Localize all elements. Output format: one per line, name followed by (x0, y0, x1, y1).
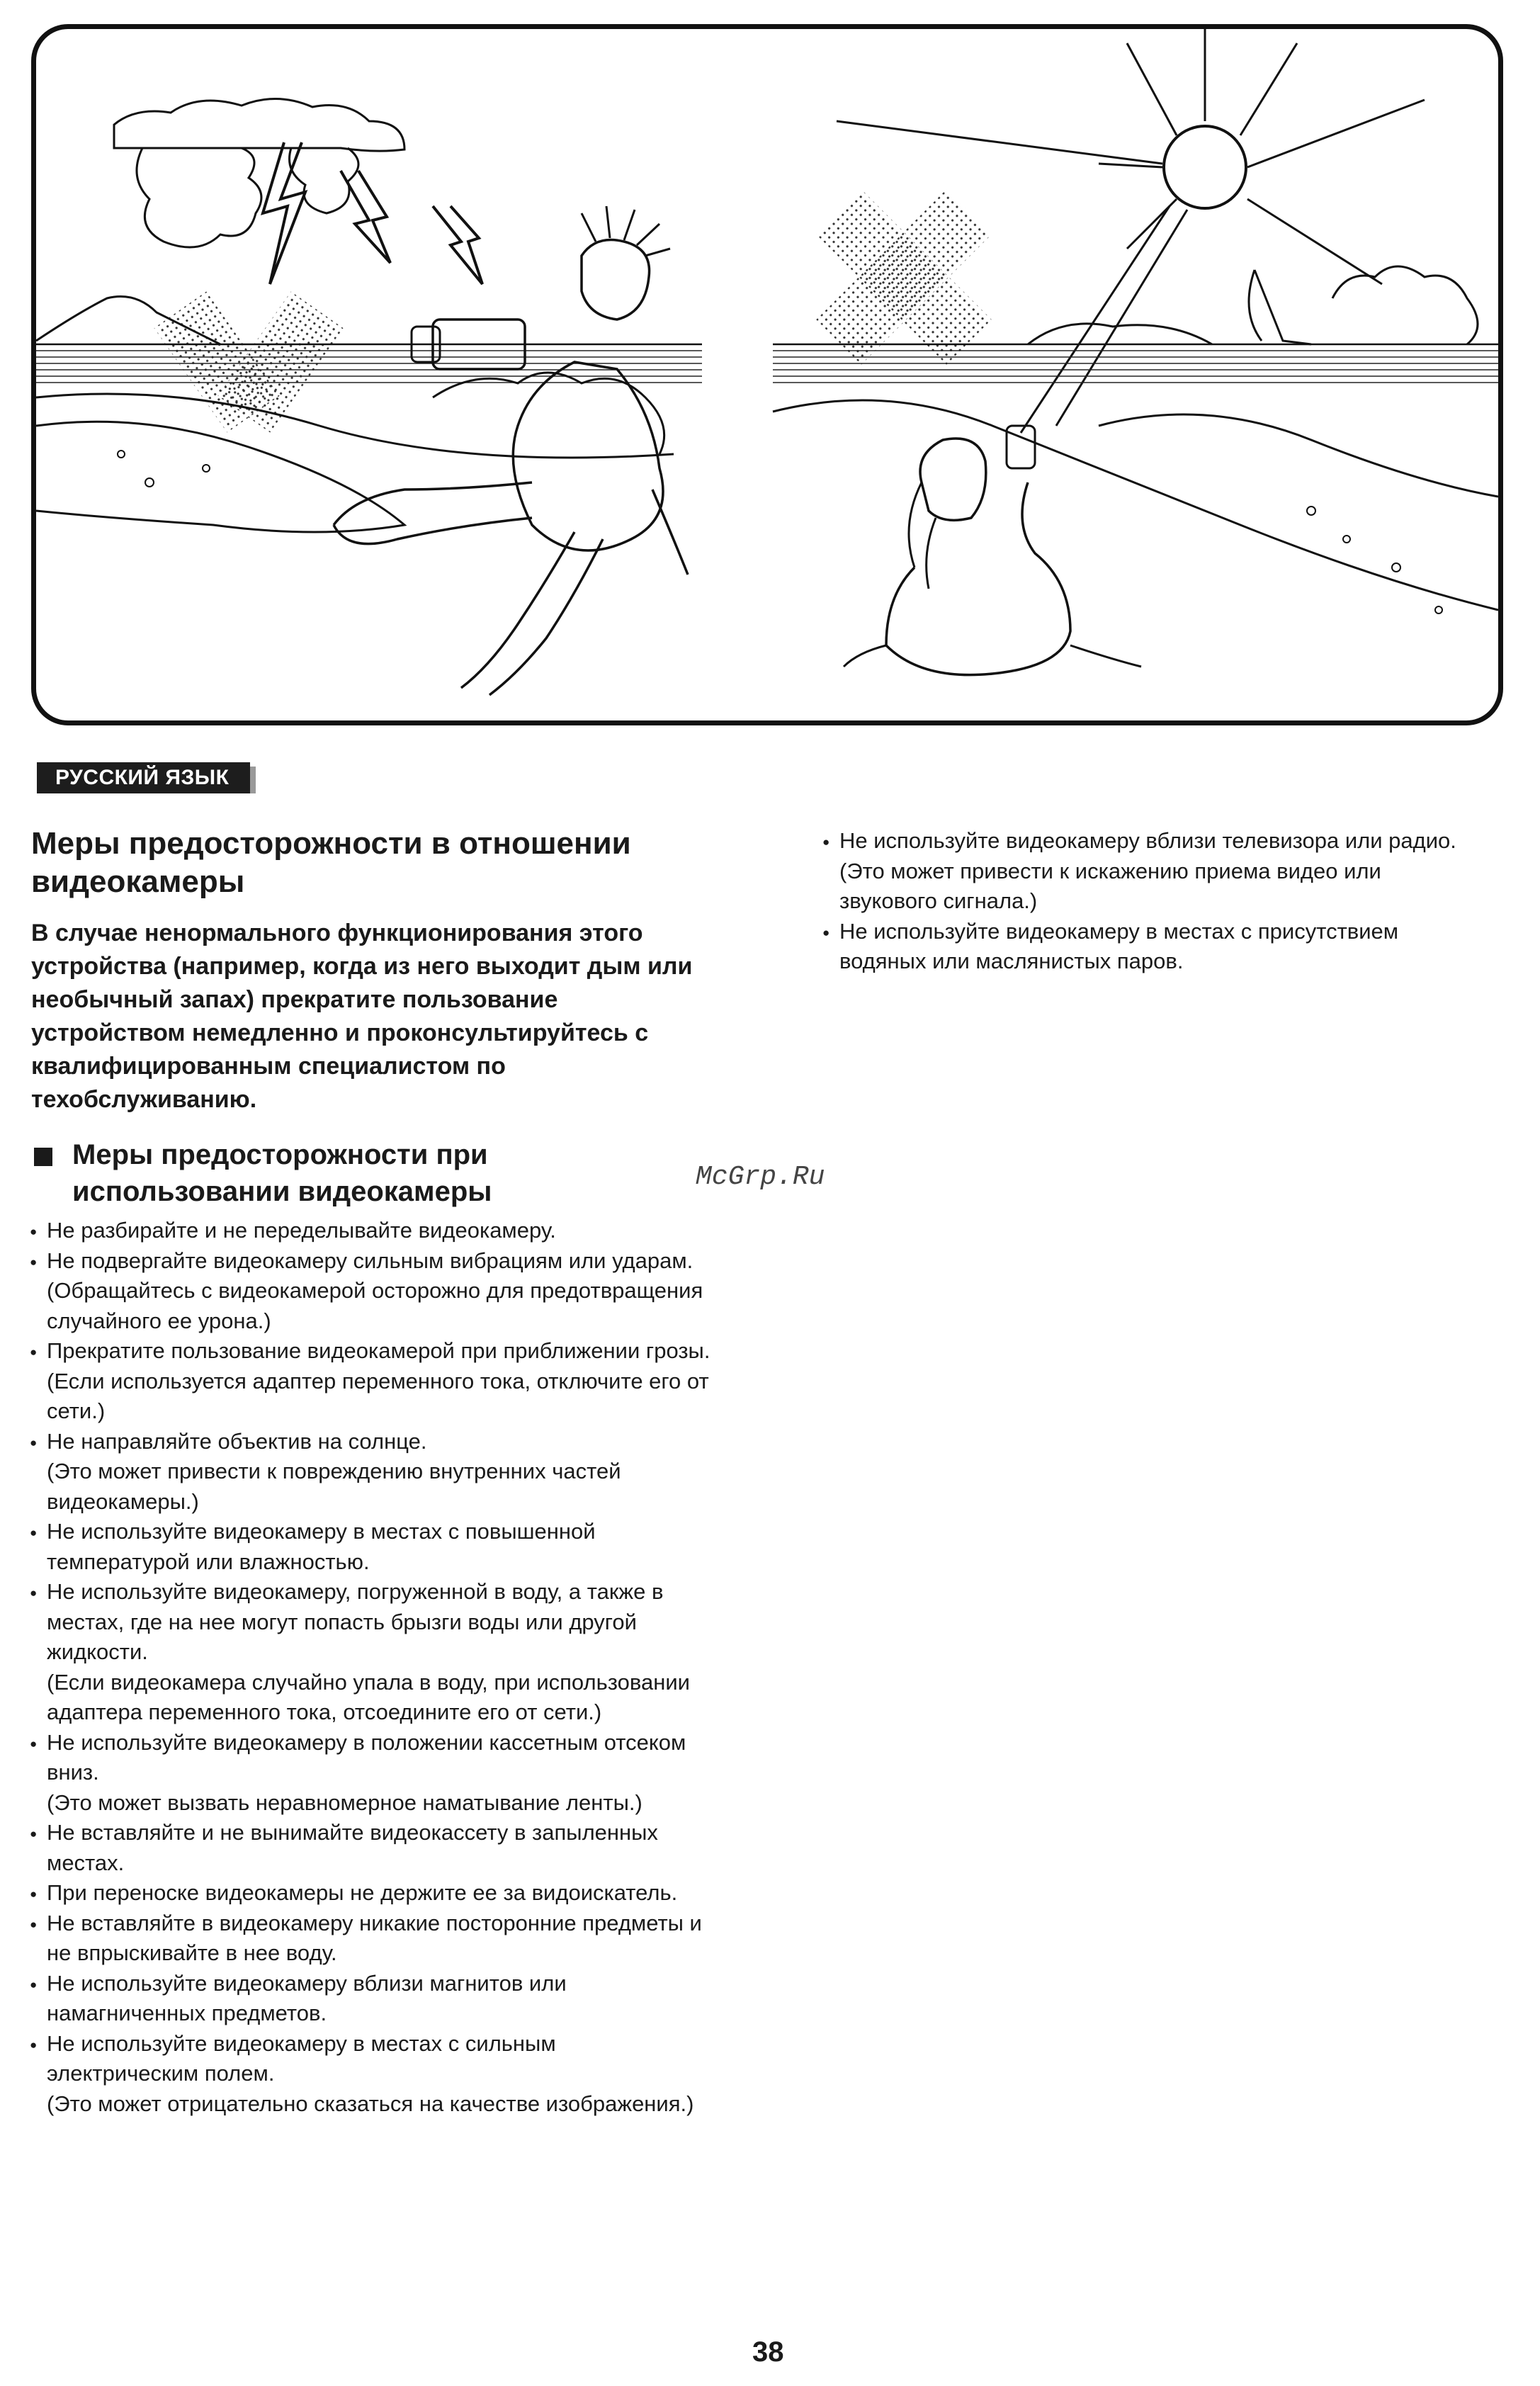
precautions-list (31, 1216, 711, 2119)
list-item: ● Не подвергайте видеокамеру сильным вибрациям или ударам. (Обращайтесь с видеокамерой осторожно для предотвращения случайного ее урона.) (31, 1246, 711, 1337)
lightning-bolt-3 (433, 206, 482, 284)
list-item: ● Не вставляйте и не вынимайте видеокассету в запыленных местах. (31, 1818, 711, 1878)
list-item: ● Не направляйте объектив на солнце. (Это может привести к повреждению внутренних частей видеокамеры.) (31, 1427, 711, 1517)
page-number: 38 (752, 2336, 784, 2368)
illustration-svg (36, 29, 1498, 720)
subheading-text: Меры предосторожности при использовании видеокамеры (72, 1139, 492, 1207)
intro-warning: В случае ненормального функционирования этого устройства (например, когда из него выходит дым или необычный запах) прекратите пользование устройством немедленно и проконсультируйтесь с квалифицированным специалистом по техобслуживанию. (31, 920, 693, 1113)
square-bullet-icon (34, 1148, 52, 1166)
list-item: ● Не разбирайте и не переделывайте видеокамеру. (31, 1216, 711, 1246)
sun-scene (773, 29, 1498, 675)
list-item: ● Не используйте видеокамеру вблизи телевизора или радио. (Это может привести к искажению приема видео или звукового сигнала.) (824, 826, 1461, 917)
right-column (824, 826, 1461, 977)
lightning-bolt-1 (263, 142, 305, 284)
section-title: Меры предосторожности в отношении видеокамеры (31, 826, 631, 899)
sailboard-icon (1249, 270, 1311, 344)
list-item: ● Не используйте видеокамеру в положении кассетным отсеком вниз. (Это может вызвать неравномерное наматывание ленты.) (31, 1728, 711, 1819)
list-item: ● Не используйте видеокамеру в местах с присутствием водяных или маслянистых паров. (824, 917, 1461, 977)
watermark: McGrp.Ru (696, 1162, 825, 1192)
list-item: ● Не используйте видеокамеру вблизи магнитов или намагниченных предметов. (31, 1969, 711, 2029)
left-column (31, 825, 711, 2119)
storm-scene (36, 98, 702, 695)
list-item: ● Не используйте видеокамеру в местах с повышенной температурой или влажностью. (31, 1517, 711, 1577)
lightning-bolt-2 (341, 171, 390, 263)
sun-icon (1164, 126, 1246, 208)
person-sitting (844, 426, 1141, 675)
illustration-panel (31, 24, 1503, 725)
precautions-list-continued (824, 826, 1461, 977)
language-tag: РУССКИЙ ЯЗЫК (37, 762, 250, 793)
subheading (31, 1136, 711, 1210)
list-item: ● Не вставляйте в видеокамеру никакие посторонние предметы и не впрыскивайте в нее воду. (31, 1909, 711, 1969)
list-item: ● Прекратите пользование видеокамерой при приближении грозы. (Если используется адаптер переменного тока, отключите его от сети.) (31, 1336, 711, 1427)
list-item: ● При переноске видеокамеры не держите ее за видоискатель. (31, 1878, 711, 1909)
list-item: ● Не используйте видеокамеру в местах с сильным электрическим полем. (Это может отрицательно сказаться на качестве изображения.) (31, 2029, 711, 2120)
list-item: ● Не используйте видеокамеру, погруженной в воду, а также в местах, где на нее могут попасть брызги воды или другой жидкости. (Если видеокамера случайно упала в воду, при использовании адаптера переменного тока, отсоедините его от сети.) (31, 1577, 711, 1728)
person-with-camera (334, 206, 688, 695)
